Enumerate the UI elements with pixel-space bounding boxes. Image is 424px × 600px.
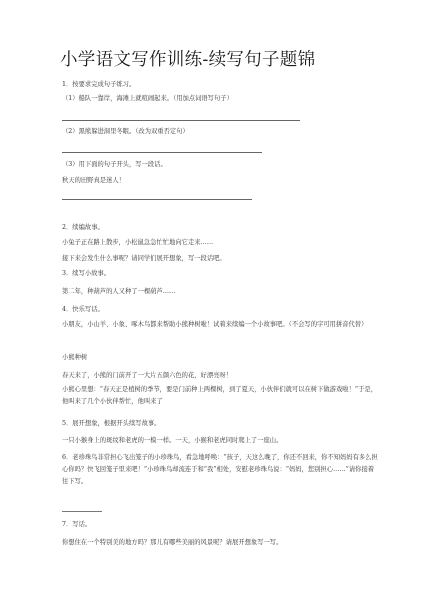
q1-item1: （1）船队一靠岸，海滩上就喧闹起来。（用加点词语写句子）: [62, 95, 233, 102]
q7-line1: 你想住在一个特别美的地方吗？那儿有哪些美丽的风景呢？请展开想象写一写。: [62, 539, 283, 546]
q5-line1: 一只小猴身上的斑纹和老虎的一模一样。一天，小猴和老虎同时爬上了一座山。: [62, 437, 283, 444]
answer-line: [62, 199, 252, 200]
q4-story2: 小熊心里想：“春天正是植树的季节，要是门前种上两棵树，到了夏天，小伙伴们就可以在树下做游戏啦！”于是，他叫来了几个小伙伴帮忙，他叫来了: [62, 386, 377, 405]
page-title: 小学语文写作训练-续写句子题锦: [60, 50, 316, 70]
answer-line: [62, 511, 102, 512]
q4-story-title: 小熊种树: [62, 354, 88, 361]
q2-heading: 2．续编故事。: [62, 224, 104, 231]
q5-heading: 5．展开想象，根据开头续写故事。: [62, 420, 161, 427]
q1-item3-sentence: 秋天的田野真是迷人！: [62, 177, 125, 184]
q1-item3: （3）用下面的句子开头，写一段话。: [62, 161, 167, 168]
q7-heading: 7．写话。: [62, 521, 92, 528]
q3-heading: 3．续写小故事。: [62, 270, 111, 277]
q2-line2: 接下来会发生什么事呢？请同学们展开想象，写一段话吧。: [62, 255, 226, 262]
answer-line: [62, 120, 300, 121]
q2-line1: 小兔子正在路上散步，小松鼠急急忙忙地向它走来……: [62, 239, 214, 246]
answer-line: [62, 152, 262, 153]
q4-line1: 小朋友，小山羊、小象、啄木鸟都来帮助小熊种树啦！试着来续编一个小故事吧。（不会写的字可用拼音代替）: [62, 321, 368, 328]
q1-item2: （2）黑熊躲进洞里冬眠。（改为双重否定句）: [62, 128, 189, 135]
q4-story1: 春天来了，小熊的门前开了一大片五颜六色的花，好漂亮呀！: [62, 372, 233, 379]
q6-line1: 6．老珍珠鸟非常担心飞出笼子的小珍珠鸟，看急地呼唤：“孩子，天这么晚了，你还不回来，你不知妈妈有多么担心你吗？快飞回笼子里来吧！”小珍珠鸟却流连于和“我”相处，安慰老珍珠鸟说：“妈妈，您别担心……”请你接着往下写。: [62, 454, 378, 485]
q3-line1: 第二年，种葫芦的人又种了一棵葫芦……: [62, 288, 176, 295]
q1-heading: 1．按要求完成句子练习。: [62, 81, 136, 88]
q4-heading: 4．快乐写话。: [62, 306, 104, 313]
